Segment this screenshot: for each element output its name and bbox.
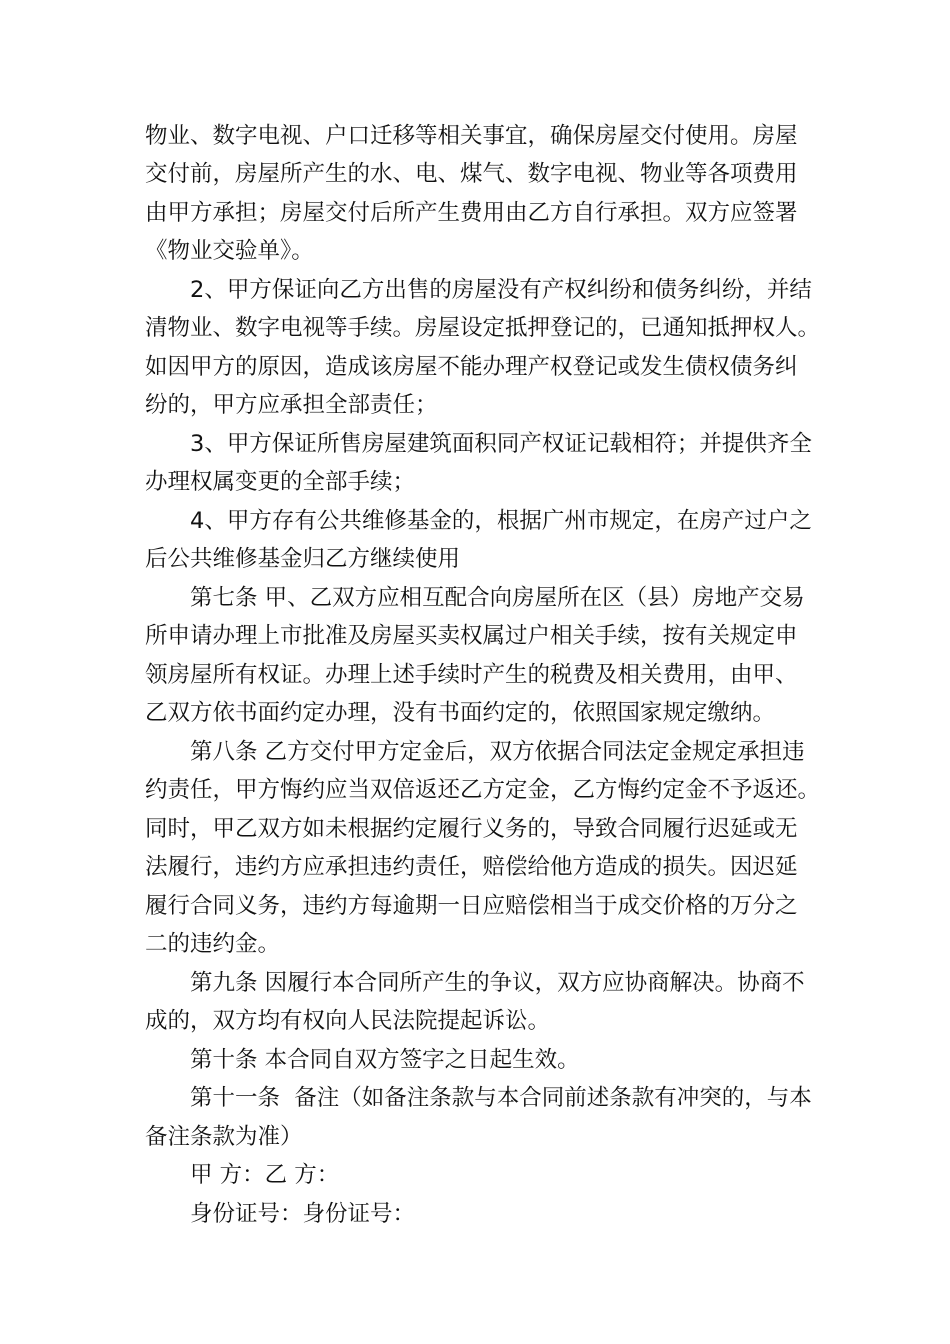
id-number-labels: 身份证号：身份证号： bbox=[190, 1201, 416, 1227]
text-line: 4、甲方存有公共维修基金的，根据广州市规定，在房产过户之 bbox=[190, 508, 812, 534]
text-line: 第十条 本合同自双方签字之日起生效。 bbox=[190, 1047, 580, 1073]
text-line: 如因甲方的原因，造成该房屋不能办理产权登记或发生债权债务纠 bbox=[145, 354, 798, 380]
text-line: 后公共维修基金归乙方继续使用 bbox=[145, 546, 461, 572]
text-line: 办理权属变更的全部手续； bbox=[145, 469, 416, 495]
text-line: 同时，甲乙双方如未根据约定履行义务的，导致合同履行迟延或无 bbox=[145, 816, 798, 842]
text-line: 3、甲方保证所售房屋建筑面积同产权证记载相符；并提供齐全 bbox=[190, 431, 812, 457]
text-line: 第七条 甲、乙双方应相互配合向房屋所在区（县）房地产交易 bbox=[190, 585, 805, 611]
text-line: 领房屋所有权证。办理上述手续时产生的税费及相关费用，由甲、 bbox=[145, 662, 798, 688]
text-line: 《物业交验单》。 bbox=[145, 238, 314, 264]
text-line: 备注条款为准） bbox=[145, 1124, 303, 1150]
text-line: 交付前，房屋所产生的水、电、煤气、数字电视、物业等各项费用 bbox=[145, 161, 798, 187]
text-line: 约责任，甲方悔约应当双倍返还乙方定金，乙方悔约定金不予返还。 bbox=[145, 777, 821, 803]
text-line: 第八条 乙方交付甲方定金后，双方依据合同法定金规定承担违 bbox=[190, 739, 805, 765]
text-line: 物业、数字电视、户口迁移等相关事宜，确保房屋交付使用。房屋 bbox=[145, 123, 798, 149]
text-line: 清物业、数字电视等手续。房屋设定抵押登记的，已通知抵押权人。 bbox=[145, 315, 821, 341]
text-line: 乙双方依书面约定办理，没有书面约定的，依照国家规定缴纳。 bbox=[145, 700, 776, 726]
text-line: 成的，双方均有权向人民法院提起诉讼。 bbox=[145, 1008, 551, 1034]
text-line: 纷的，甲方应承担全部责任； bbox=[145, 392, 438, 418]
text-line: 第十一条 备注（如备注条款与本合同前述条款有冲突的，与本 bbox=[190, 1085, 812, 1111]
text-line: 2、甲方保证向乙方出售的房屋没有产权纠纷和债务纠纷，并结 bbox=[190, 277, 812, 303]
text-line: 履行合同义务，违约方每逾期一日应赔偿相当于成交价格的万分之 bbox=[145, 893, 798, 919]
text-line: 由甲方承担；房屋交付后所产生费用由乙方自行承担。双方应签署 bbox=[145, 200, 798, 226]
signature-party-labels: 甲 方：乙 方： bbox=[190, 1162, 340, 1188]
text-line: 法履行，违约方应承担违约责任，赔偿给他方造成的损失。因迟延 bbox=[145, 854, 798, 880]
text-line: 所申请办理上市批准及房屋买卖权属过户相关手续，按有关规定申 bbox=[145, 623, 798, 649]
text-line: 二的违约金。 bbox=[145, 931, 281, 957]
text-line: 第九条 因履行本合同所产生的争议，双方应协商解决。协商不 bbox=[190, 970, 805, 996]
